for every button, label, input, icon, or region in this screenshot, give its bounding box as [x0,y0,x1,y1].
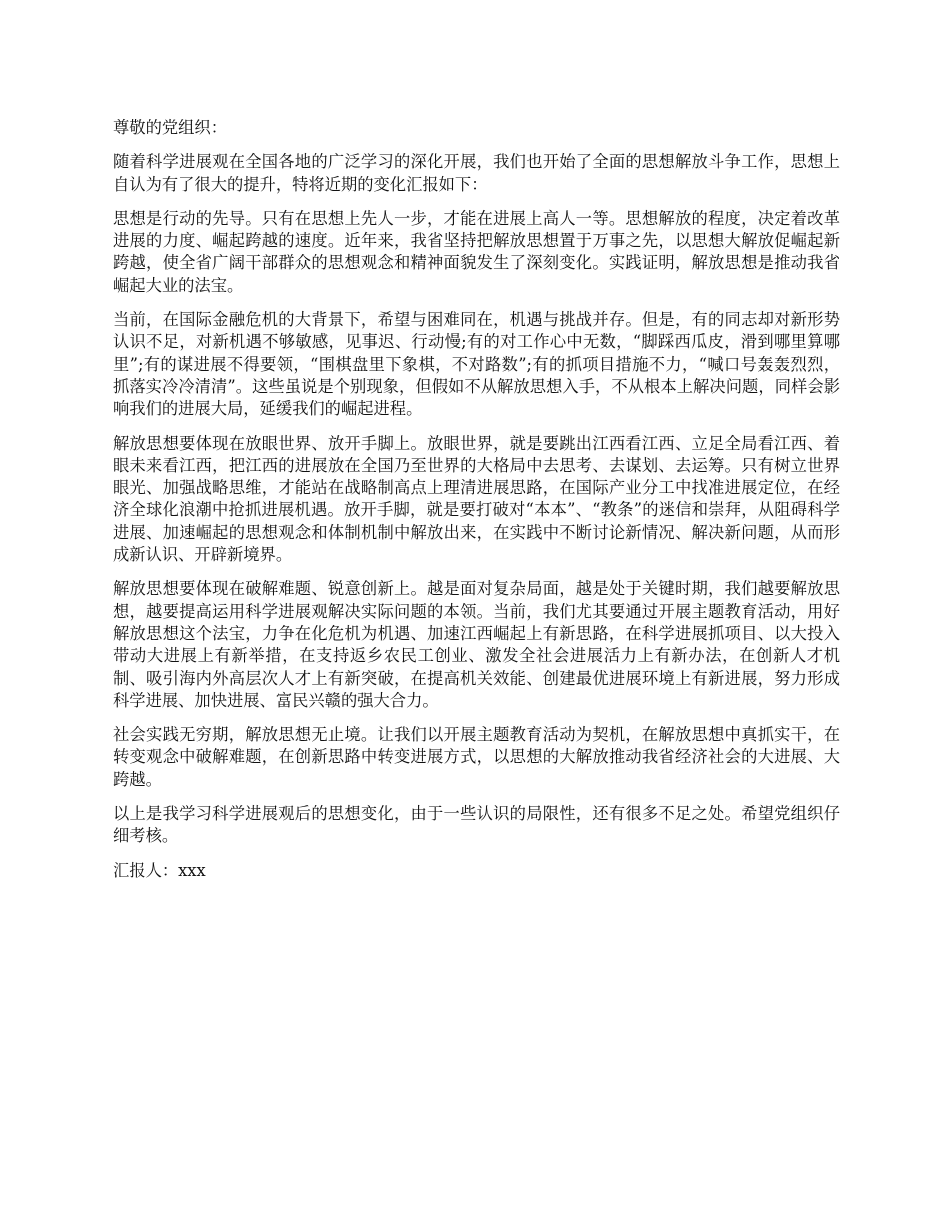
paragraph-3: 当前，在国际金融危机的大背景下，希望与困难同在，机遇与挑战并存。但是，有的同志却对新形势认识不足，对新机遇不够敏感，见事迟、行动慢;有的对工作心中无数，“脚踩西瓜皮，滑到哪里算哪里”;有的谋进展不得要领，“围棋盘里下象棋，不对路数”;有的抓项目措施不力，“喊口号轰轰烈烈，抓落实冷冷清清”。这些虽说是个别现象，但假如不从解放思想入手，不从根本上解决问题，同样会影响我们的进展大局，延缓我们的崛起进程。 [113,310,840,419]
document-body [113,117,840,894]
paragraph-2: 思想是行动的先导。只有在思想上先人一步，才能在进展上高人一等。思想解放的程度，决定着改革进展的力度、崛起跨越的速度。近年来，我省坚持把解放思想置于万事之先，以思想大解放促崛起新跨越，使全省广阔干部群众的思想观念和精神面貌发生了深刻变化。实践证明，解放思想是推动我省崛起大业的法宝。 [113,208,840,295]
paragraph-5: 解放思想要体现在破解难题、锐意创新上。越是面对复杂局面，越是处于关键时期，我们越要解放思想，越要提高运用科学进展观解决实际问题的本领。当前，我们尤其要通过开展主题教育活动，用好解放思想这个法宝，力争在化危机为机遇、加速江西崛起上有新思路，在科学进展抓项目、以大投入带动大进展上有新举措，在支持返乡农民工创业、激发全社会进展活力上有新办法，在创新人才机制、吸引海内外高层次人才上有新突破，在提高机关效能、创建最优进展环境上有新进展，努力形成科学进展、加快进展、富民兴赣的强大合力。 [113,579,840,710]
paragraph-4: 解放思想要体现在放眼世界、放开手脚上。放眼世界，就是要跳出江西看江西、立足全局看江西、着眼未来看江西，把江西的进展放在全国乃至世界的大格局中去思考、去谋划、去运筹。只有树立世界眼光、加强战略思维，才能站在战略制高点上理清进展思路，在国际产业分工中找准进展定位，在经济全球化浪潮中抢抓进展机遇。放开手脚，就是要打破对“本本”、“教条”的迷信和崇拜，从阻碍科学进展、加速崛起的思想观念和体制机制中解放出来，在实践中不断讨论新情况、解决新问题，从而形成新认识、开辟新境界。 [113,433,840,565]
paragraph-1: 随着科学进展观在全国各地的广泛学习的深化开展，我们也开始了全面的思想解放斗争工作，思想上自认为有了很大的提升，特将近期的变化汇报如下： [113,152,840,194]
salutation: 尊敬的党组织： [113,118,227,137]
paragraph-7: 以上是我学习科学进展观后的思想变化，由于一些认识的局限性，还有很多不足之处。希望党组织仔细考核。 [113,804,840,846]
paragraph-6: 社会实践无穷期，解放思想无止境。让我们以开展主题教育活动为契机，在解放思想中真抓实干，在转变观念中破解难题，在创新思路中转变进展方式，以思想的大解放推动我省经济社会的大进展、大跨越。 [113,725,840,789]
signature: 汇报人：xxx [113,860,206,880]
